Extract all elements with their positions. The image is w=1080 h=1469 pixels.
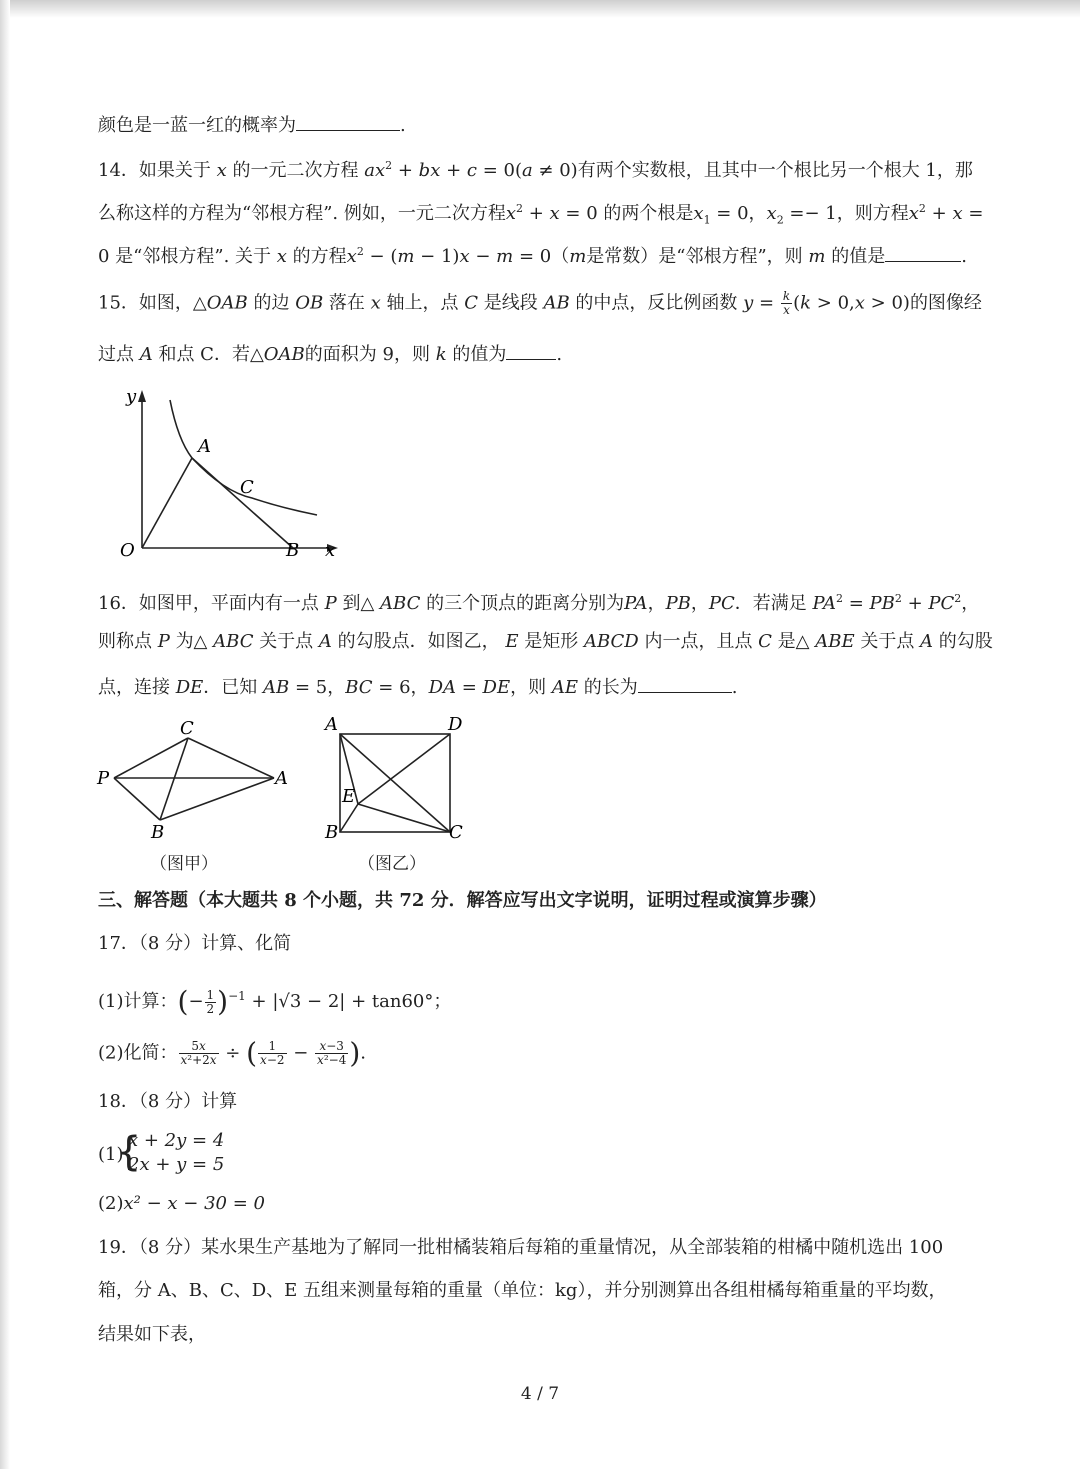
- math: OB: [289, 292, 329, 314]
- math: (: [177, 985, 189, 1018]
- q15-text: 的值为: [452, 344, 507, 365]
- fraction: $\frac{x-3}{\text{x²−4}}$: [317, 1039, 347, 1067]
- math: E: [499, 631, 525, 652]
- q14-line3: [98, 240, 967, 269]
- q14-text: 0 是“邻根方程”. 关于: [98, 246, 272, 267]
- q15-text: 的边: [253, 292, 290, 314]
- answer-blank: [296, 112, 400, 131]
- fraction: $\frac{5x}{\text{x²+2x}}$: [180, 1039, 217, 1067]
- q14-end: .: [961, 246, 967, 267]
- q16-figure-jia: [94, 712, 304, 847]
- math: y: [743, 292, 754, 314]
- math: AB: [257, 677, 290, 698]
- label-y: y: [126, 386, 137, 407]
- q16-text: 关于点: [860, 631, 915, 652]
- label-A: A: [275, 768, 288, 789]
- math: m: [397, 246, 415, 267]
- q15-text: 的图像经: [909, 292, 982, 314]
- math: BC: [345, 677, 373, 698]
- math: PB: [665, 593, 691, 614]
- math: x: [908, 203, 919, 224]
- q19-line3: 结果如下表，: [98, 1324, 206, 1345]
- math: − 1): [414, 246, 460, 267]
- section-heading: 三、解答题（本大题共 8 个小题，共 72 分．解答应写出文字说明，证明过程或演算步骤）: [98, 890, 827, 911]
- q16-text: 是△: [777, 631, 810, 652]
- math: +: [523, 203, 550, 224]
- math: x: [364, 292, 387, 314]
- math: A: [134, 344, 159, 365]
- math: x: [459, 246, 470, 267]
- q16-text: 点，连接: [98, 677, 170, 698]
- diagonal-AC: [340, 734, 450, 832]
- q16-text: 到△: [342, 593, 375, 614]
- q14-text: （: [551, 246, 570, 267]
- label-E: E: [342, 786, 356, 807]
- q16-text: 则称点: [98, 631, 152, 652]
- q17-title: 17．（8 分）计算、化简: [98, 933, 292, 954]
- label-A: A: [325, 714, 338, 735]
- math: −: [469, 246, 497, 267]
- q14-text: ，则方程: [836, 203, 909, 224]
- math: =: [962, 203, 984, 224]
- math: x: [549, 203, 560, 224]
- q13-tail: [98, 112, 406, 138]
- math: x: [854, 292, 865, 314]
- math: ABCD: [578, 631, 645, 652]
- q16-text: 的长为: [583, 677, 638, 698]
- math: 2: [776, 213, 784, 227]
- q16-end: .: [731, 677, 738, 698]
- math: m: [802, 246, 832, 267]
- math: PC: [928, 593, 955, 614]
- math: A: [914, 631, 939, 652]
- q15-text: 落在: [328, 292, 365, 314]
- answer-blank: [506, 341, 556, 360]
- math: PA: [812, 593, 836, 614]
- brace: {: [116, 1129, 142, 1175]
- q16-text: 的勾股: [938, 631, 993, 652]
- label-A: A: [198, 436, 211, 457]
- q17-part1: (1)计算：(− $\frac{1}{2}$ )$^{-1}$ + |√3 − 2| + tan60°；: [98, 985, 452, 1018]
- q13-end: .: [400, 115, 406, 136]
- math: ABC: [207, 631, 260, 652]
- math: PA: [624, 593, 648, 614]
- q15-line2: [98, 341, 562, 367]
- label-O: O: [120, 540, 135, 561]
- q16-text: 的三个顶点的距离分别为: [426, 593, 625, 614]
- math: x: [505, 203, 517, 224]
- math: x: [952, 203, 963, 224]
- math: P: [318, 593, 343, 614]
- math: DE: [482, 677, 511, 698]
- q14-text: 么称这样的方程为“邻根方程”. 例如，一元二次方程: [98, 203, 506, 224]
- label-D: D: [448, 714, 463, 735]
- math: AB: [537, 292, 576, 314]
- segment-AB: [192, 458, 293, 548]
- equation-2: 2x + y = 5: [128, 1154, 225, 1175]
- label-C: C: [180, 718, 194, 739]
- math: ≠ 0): [532, 160, 578, 181]
- math: = 0，: [710, 203, 767, 224]
- q16-text: 是矩形: [524, 631, 579, 652]
- segment-EC: [358, 804, 450, 832]
- q14-text: 的一元二次方程: [232, 160, 359, 181]
- q13-text: 颜色是一蓝一红的概率为: [98, 115, 296, 136]
- label-C: C: [449, 822, 463, 843]
- q19-line1: 19．（8 分）某水果生产基地为了解同一批柑橘装箱后每箱的重量情况，从全部装箱的柑橘中随机选出 100: [98, 1237, 944, 1258]
- math: 2: [385, 159, 393, 172]
- math: > 0,: [811, 292, 855, 314]
- math: 2: [918, 202, 926, 215]
- math: x: [276, 246, 287, 267]
- segment-CA: [188, 738, 274, 778]
- q16-text: 16．如图甲，平面内有一点: [98, 593, 319, 614]
- label-B: B: [286, 540, 300, 561]
- math: OAB: [206, 292, 248, 314]
- math: − (: [363, 246, 398, 267]
- math: ABC: [374, 593, 427, 614]
- q15-text: 是线段: [483, 292, 538, 314]
- q14-text: 的方程: [292, 246, 347, 267]
- math: (: [793, 292, 801, 314]
- math: = 0: [513, 246, 552, 267]
- math: m: [496, 246, 514, 267]
- math: OAB: [263, 344, 305, 365]
- fraction: $\frac{1}{2}$: [206, 987, 215, 1016]
- q15-text: 的面积为 9，则: [304, 344, 430, 365]
- segment-OA: [142, 458, 192, 548]
- q15-line1: [98, 290, 982, 317]
- math: ABE: [809, 631, 861, 652]
- page-shadow-top: [0, 0, 1080, 18]
- q14-text: 有两个实数根，且其中一个根比另一个根大 1，那: [577, 160, 973, 181]
- q16-text: 内一点，且点: [644, 631, 753, 652]
- math: + bx + c: [392, 160, 477, 181]
- label-B: B: [325, 822, 339, 843]
- q19-line2: 箱，分 A、B、C、D、E 五组来测量每箱的重量（单位：kg），并分别测算出各组柑橘每箱重量的平均数，: [98, 1280, 947, 1301]
- q16-text: ．已知: [203, 677, 258, 698]
- math: 1: [703, 213, 711, 227]
- q16-line3: 点，连接 DE．已知 AB = 5，BC = 6，DA = DE，则 AE 的长为 .: [98, 674, 737, 700]
- math: =− 1: [783, 203, 837, 224]
- math: k: [429, 344, 453, 365]
- math: C: [458, 292, 484, 314]
- q16-text: 关于点: [259, 631, 314, 652]
- q15-text: 的中点，反比例函数: [575, 292, 738, 314]
- math: =: [753, 292, 780, 314]
- math: A: [313, 631, 338, 652]
- math: 2: [516, 202, 524, 215]
- q15-text: 和点 C．若△: [158, 344, 264, 365]
- equation-1: x + 2y = 4: [128, 1130, 225, 1151]
- q15-end: .: [556, 344, 563, 365]
- segment-DE: [358, 734, 450, 804]
- segment-BP: [114, 778, 160, 820]
- math: ): [349, 1036, 361, 1070]
- math: x: [346, 246, 357, 267]
- label-P: P: [97, 768, 110, 789]
- q16-text: 为△: [175, 631, 208, 652]
- q18-label: (1): [98, 1144, 124, 1165]
- math: = 0: [559, 203, 604, 224]
- q15-text: 15．如图，△: [98, 292, 207, 314]
- math: C: [752, 631, 778, 652]
- math: −1: [228, 989, 246, 1003]
- q14-text: 是常数）是“邻根方程”，则: [586, 246, 803, 267]
- q17-text: (1)计算：: [98, 991, 178, 1012]
- caption-jia: （图甲）: [150, 854, 218, 874]
- math: ): [217, 985, 229, 1018]
- math: PB: [869, 593, 895, 614]
- math: > 0): [864, 292, 910, 314]
- answer-blank: [638, 674, 732, 693]
- q16-line2: [98, 630, 993, 654]
- q14-line2: [98, 197, 983, 233]
- math: AE: [546, 677, 584, 698]
- q14-text: 的两个根是: [603, 203, 694, 224]
- y-axis-arrow: [138, 390, 146, 402]
- label-B: B: [151, 822, 165, 843]
- q14-line1: [98, 154, 973, 183]
- math: DE: [170, 677, 204, 698]
- math: x: [766, 203, 777, 224]
- q18-label: (2): [98, 1193, 124, 1214]
- equation-quadratic: x² − x − 30 = 0: [123, 1193, 265, 1214]
- math: DA: [428, 677, 456, 698]
- q18-title: 18．（8 分）计算: [98, 1091, 238, 1112]
- fraction: $\frac{k}{x}$: [782, 289, 791, 317]
- q15-text: 过点: [98, 344, 134, 365]
- math: m: [569, 246, 587, 267]
- q14-text: 的值是: [831, 246, 886, 267]
- page-number: 4 / 7: [520, 1384, 560, 1404]
- segment-AB: [160, 778, 274, 820]
- math: 2: [356, 245, 364, 258]
- q15-figure: [112, 380, 352, 565]
- label-C: C: [240, 477, 254, 498]
- math: ax: [364, 160, 386, 181]
- q15-text: 轴上，点: [386, 292, 459, 314]
- answer-blank: [885, 243, 961, 262]
- math: +: [925, 203, 953, 224]
- segment-BE: [340, 804, 358, 832]
- math: PC: [708, 593, 735, 614]
- label-x: x: [325, 540, 336, 561]
- q18-part2: [98, 1192, 265, 1216]
- q16-line1: 16．如图甲，平面内有一点 P 到△ ABC 的三个顶点的距离分别为PA，PB，PC．若满足 $PA^2 = PB^2 + PC^2$，: [98, 592, 980, 614]
- math: (: [246, 1036, 258, 1070]
- page-shadow-left: [0, 0, 10, 1469]
- q16-text: 的勾股点．如图乙，: [337, 631, 500, 652]
- q16-text: ，则: [510, 677, 547, 698]
- math: = 0(: [476, 160, 522, 181]
- q16-figure-yi: [320, 712, 480, 847]
- q17-text: (2)化简：: [98, 1042, 178, 1064]
- q17-text: + tan60°；: [351, 991, 452, 1012]
- caption-yi: （图乙）: [358, 854, 426, 874]
- math: P: [152, 631, 176, 652]
- q14-text: 14．如果关于: [98, 160, 211, 181]
- fraction: $\frac{1}{x-2}$: [260, 1039, 285, 1067]
- q17-part2: (2)化简： $\frac{5x}{\text{x²+2x}}$ ÷ ( $\frac{1}{x-2}$ − $\frac{x-3}{\text{x²−4}}$ ).: [98, 1036, 366, 1070]
- math: a: [521, 160, 533, 181]
- math: x: [693, 203, 704, 224]
- math: k: [800, 292, 812, 314]
- q17-text: .: [360, 1042, 366, 1064]
- math: x: [216, 160, 227, 181]
